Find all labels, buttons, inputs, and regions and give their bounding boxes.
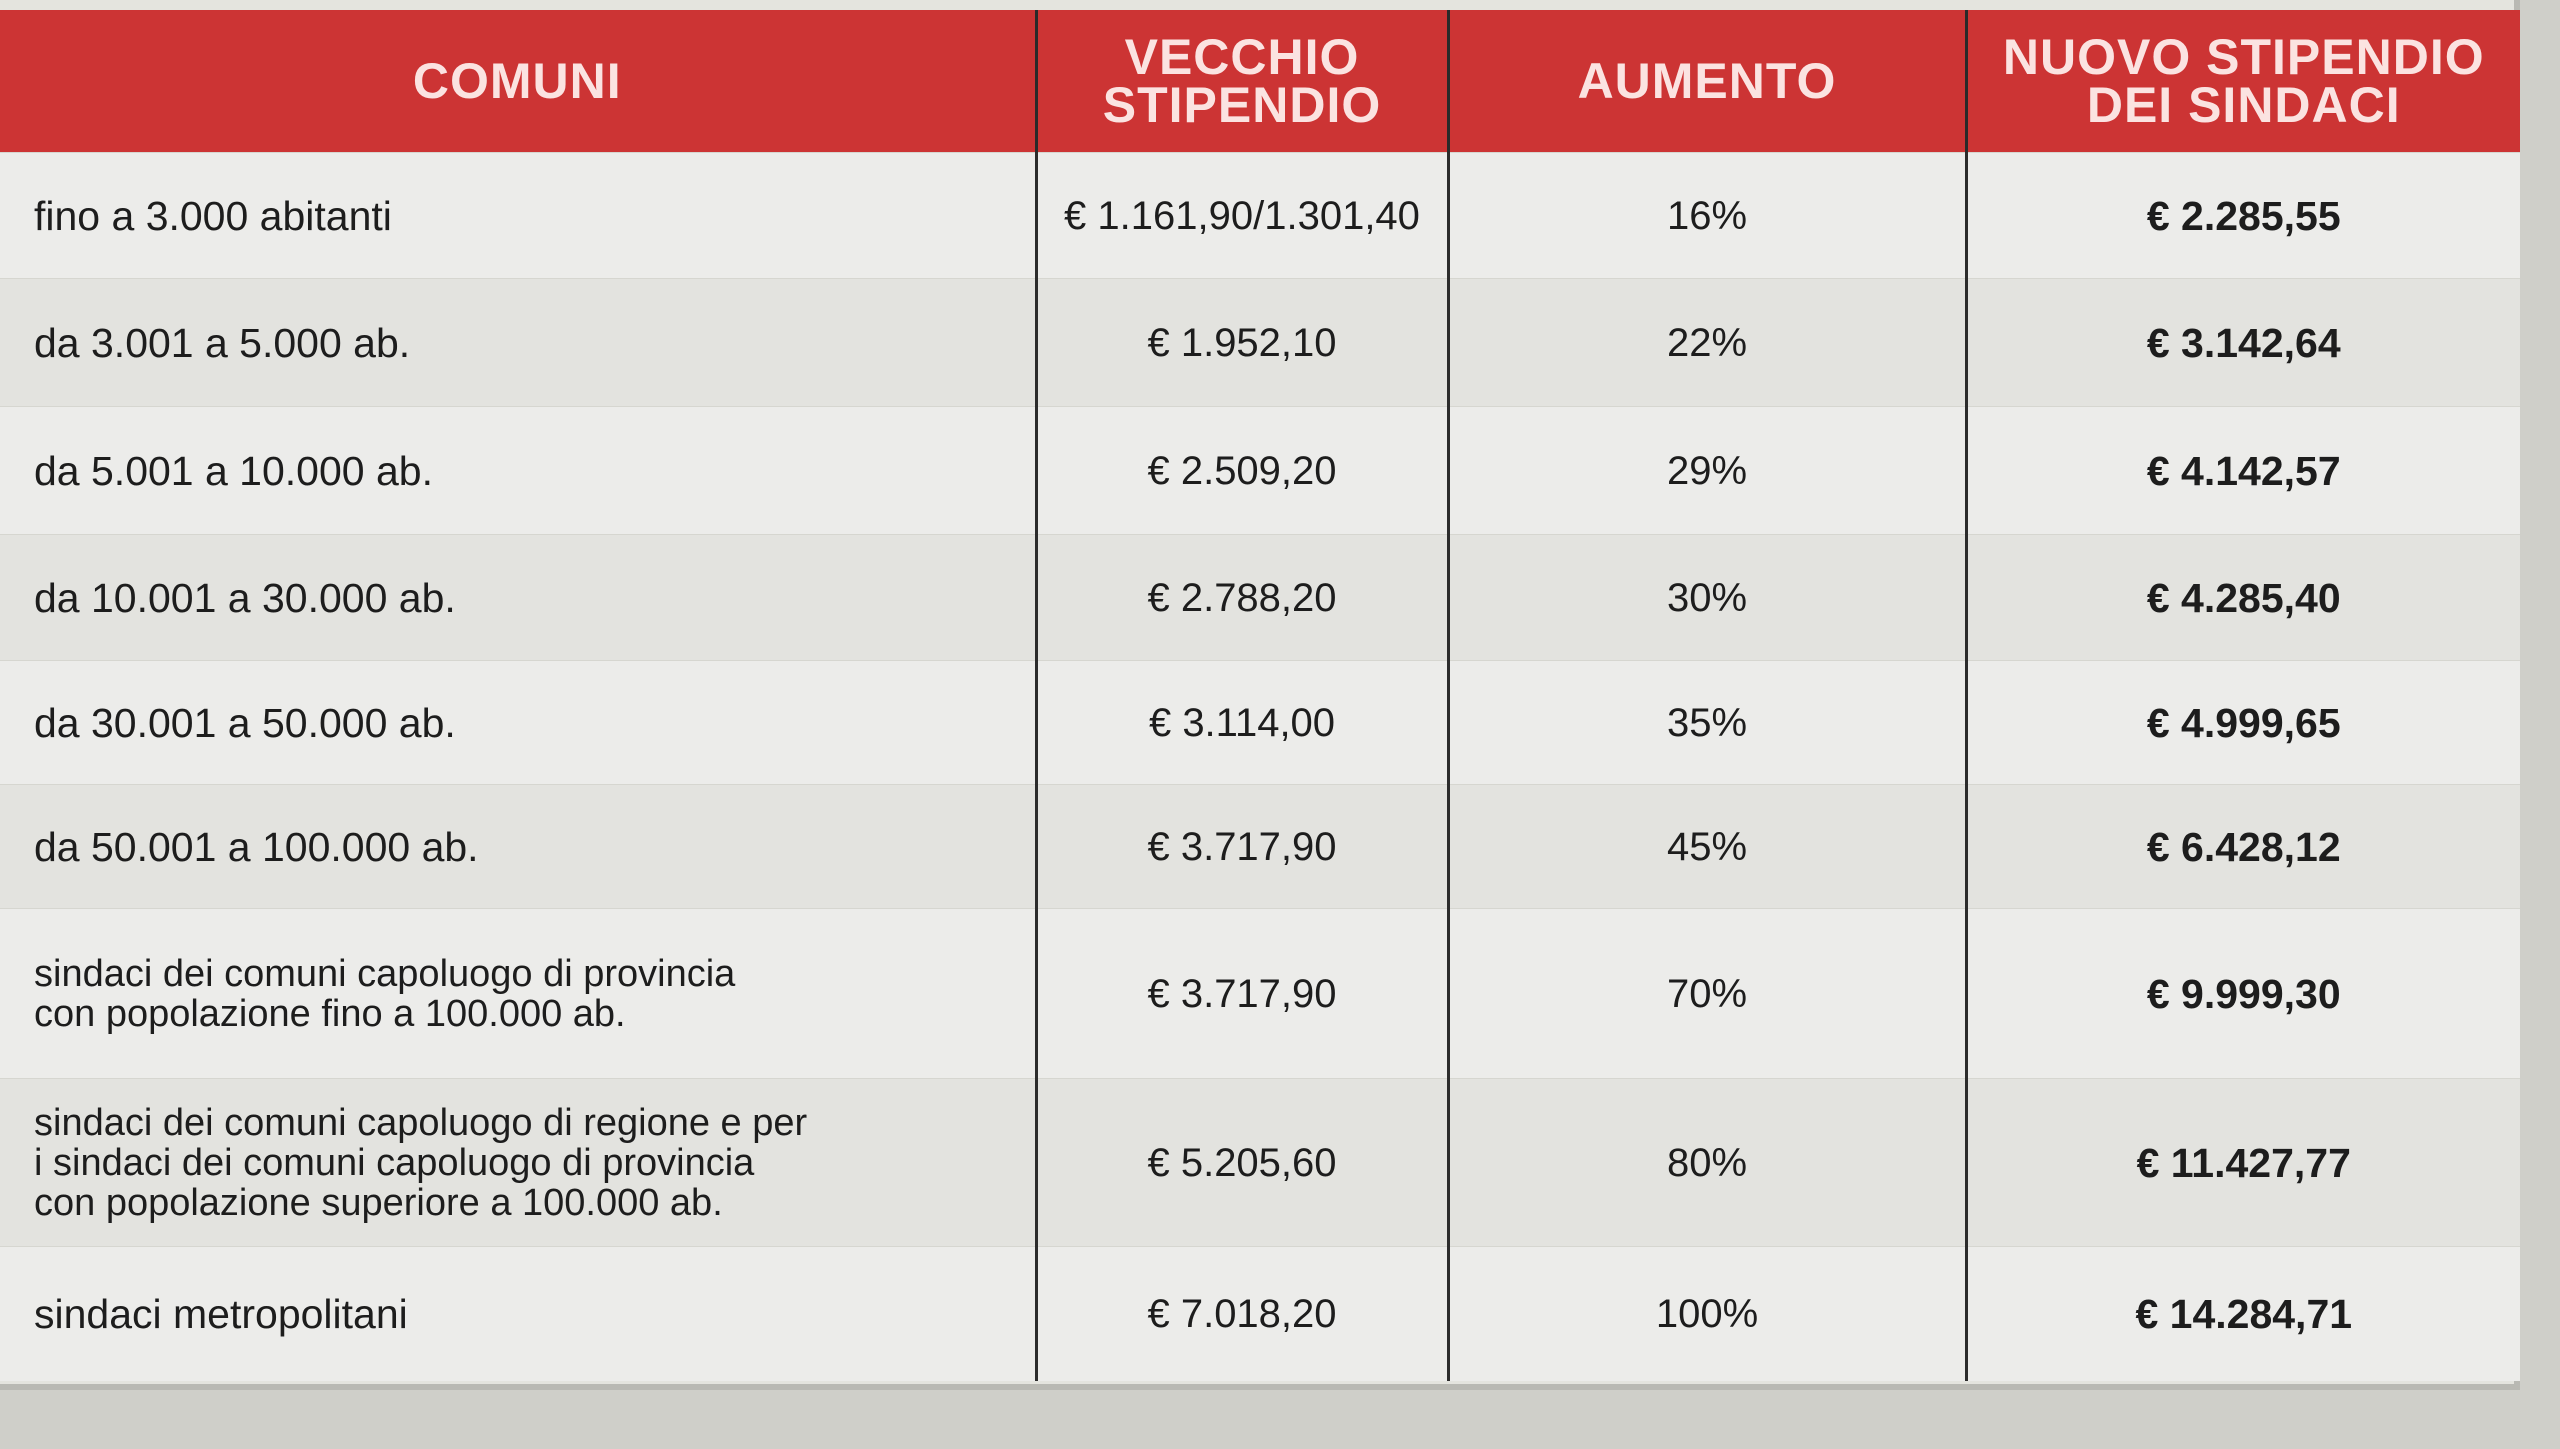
table-row — [0, 407, 2520, 535]
cell-comune: sindaci metropolitani — [0, 1247, 1036, 1381]
cell-nuovo: € 4.285,40 — [1966, 535, 2520, 661]
cell-vecchio: € 1.161,90/1.301,40 — [1036, 153, 1448, 279]
cell-vecchio: € 3.717,90 — [1036, 909, 1448, 1079]
header-aumento: AUMENTO — [1448, 10, 1966, 153]
cell-aumento: 16% — [1448, 153, 1966, 279]
cell-vecchio: € 2.788,20 — [1036, 535, 1448, 661]
cell-nuovo: € 4.999,65 — [1966, 661, 2520, 785]
cell-aumento: 80% — [1448, 1079, 1966, 1247]
cell-vecchio: € 1.952,10 — [1036, 279, 1448, 407]
cell-comune: fino a 3.000 abitanti — [0, 153, 1036, 279]
cell-vecchio: € 2.509,20 — [1036, 407, 1448, 535]
cell-nuovo: € 9.999,30 — [1966, 909, 2520, 1079]
cell-comune: da 3.001 a 5.000 ab. — [0, 279, 1036, 407]
cell-aumento: 29% — [1448, 407, 1966, 535]
cell-comune: sindaci dei comuni capoluogo di provincia con popolazione fino a 100.000 ab. — [0, 909, 1036, 1079]
cell-aumento: 35% — [1448, 661, 1966, 785]
table-row — [0, 535, 2520, 661]
cell-vecchio: € 5.205,60 — [1036, 1079, 1448, 1247]
header-nuovo-stipendio: NUOVO STIPENDIO DEI SINDACI — [1966, 10, 2520, 153]
table-row — [0, 279, 2520, 407]
cell-aumento: 45% — [1448, 785, 1966, 909]
cell-vecchio: € 3.717,90 — [1036, 785, 1448, 909]
table-row — [0, 1247, 2520, 1381]
table-row — [0, 1079, 2520, 1247]
cell-aumento: 22% — [1448, 279, 1966, 407]
cell-nuovo: € 14.284,71 — [1966, 1247, 2520, 1381]
header-row — [0, 10, 2520, 153]
cell-comune: da 50.001 a 100.000 ab. — [0, 785, 1036, 909]
cell-vecchio: € 3.114,00 — [1036, 661, 1448, 785]
cell-comune: da 10.001 a 30.000 ab. — [0, 535, 1036, 661]
table-row — [0, 785, 2520, 909]
cell-nuovo: € 3.142,64 — [1966, 279, 2520, 407]
cell-vecchio: € 7.018,20 — [1036, 1247, 1448, 1381]
cell-comune: da 5.001 a 10.000 ab. — [0, 407, 1036, 535]
cell-comune: da 30.001 a 50.000 ab. — [0, 661, 1036, 785]
header-vecchio-stipendio: VECCHIO STIPENDIO — [1036, 10, 1448, 153]
cell-comune: sindaci dei comuni capoluogo di regione e per i sindaci dei comuni capoluogo di provincia con popolazione superiore a 100.000 ab. — [0, 1079, 1036, 1247]
cell-nuovo: € 6.428,12 — [1966, 785, 2520, 909]
cell-nuovo: € 4.142,57 — [1966, 407, 2520, 535]
cell-aumento: 100% — [1448, 1247, 1966, 1381]
cell-aumento: 70% — [1448, 909, 1966, 1079]
table-row — [0, 909, 2520, 1079]
cell-nuovo: € 2.285,55 — [1966, 153, 2520, 279]
cell-nuovo: € 11.427,77 — [1966, 1079, 2520, 1247]
table-row — [0, 661, 2520, 785]
header-comuni: COMUNI — [0, 10, 1036, 153]
salary-table — [0, 10, 2520, 1381]
table-row — [0, 153, 2520, 279]
cell-aumento: 30% — [1448, 535, 1966, 661]
